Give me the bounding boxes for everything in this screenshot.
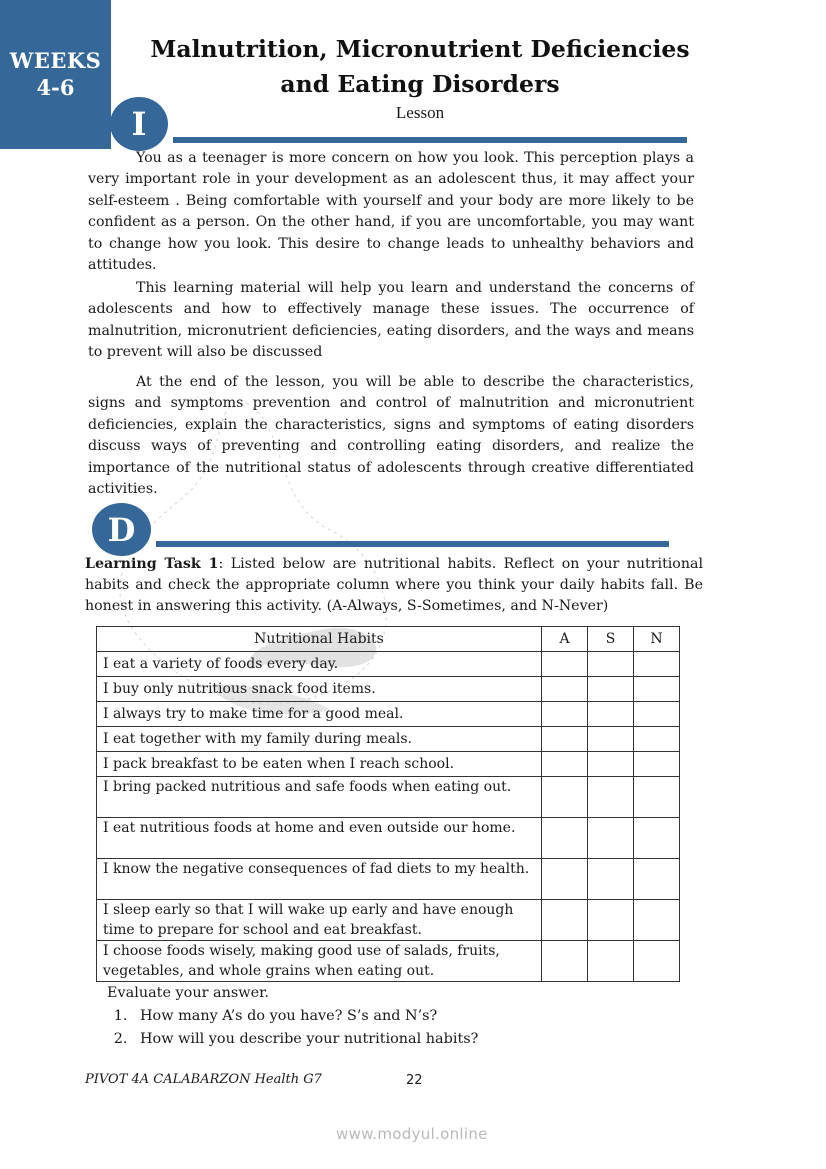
habit-text: I sleep early so that I will wake up early and have enough time to prepare for school and eat breakfast.: [97, 900, 542, 941]
page-title-line1: Malnutrition, Micronutrient Deficiencies: [150, 35, 690, 63]
intro-paragraph-1: You as a teenager is more concern on how you look. This perception plays a very important role in your development as an adolescent thus, it may affect your self-esteem . Being comfortable with yourself and your body are more likely to be confident as a person. On the other hand, if you are uncomfortable, you may want to change how you look. This desire to change leads to unhealthy behaviors and attitudes.: [88, 150, 694, 274]
page-number: 22: [406, 1073, 423, 1088]
habit-text: I pack breakfast to be eaten when I reach school.: [97, 752, 542, 777]
never-cell[interactable]: [634, 859, 680, 900]
always-cell[interactable]: [542, 702, 588, 727]
sometimes-cell[interactable]: [588, 818, 634, 859]
always-cell[interactable]: [542, 900, 588, 941]
section-d-divider: [156, 541, 669, 547]
sometimes-cell[interactable]: [588, 677, 634, 702]
table-row: [97, 818, 680, 859]
sometimes-cell[interactable]: [588, 941, 634, 982]
page-title-line2: and Eating Disorders: [280, 70, 560, 98]
watermark-text: www.modyul.online: [336, 1125, 488, 1143]
never-cell[interactable]: [634, 677, 680, 702]
habit-text: I eat a variety of foods every day.: [97, 652, 542, 677]
evaluation-heading: Evaluate your answer.: [107, 985, 269, 1001]
habit-text: I know the negative consequences of fad diets to my health.: [97, 859, 542, 900]
never-cell[interactable]: [634, 777, 680, 818]
intro-paragraph-2: This learning material will help you learn and understand the concerns of adolescents and how to effectively manage these issues. The occurrence of malnutrition, micronutrient deficiencies, eating disorders, and the ways and means to prevent will also be discussed: [88, 280, 694, 361]
evaluation-section: [107, 982, 478, 1051]
sometimes-cell[interactable]: [588, 727, 634, 752]
always-cell[interactable]: [542, 777, 588, 818]
sometimes-cell[interactable]: [588, 652, 634, 677]
never-cell[interactable]: [634, 727, 680, 752]
footer-source: PIVOT 4A CALABARZON Health G7: [85, 1072, 322, 1087]
section-i-letter: I: [131, 105, 147, 143]
learning-task-instructions: [85, 554, 703, 617]
table-row: [97, 677, 680, 702]
sometimes-cell[interactable]: [588, 859, 634, 900]
evaluation-question: 2. How will you describe your nutritional habits?: [132, 1028, 478, 1051]
lesson-subtitle: Lesson: [395, 103, 445, 122]
never-cell[interactable]: [634, 941, 680, 982]
always-cell[interactable]: [542, 677, 588, 702]
section-i-divider: [173, 137, 687, 143]
evaluation-questions: [107, 1005, 478, 1051]
sometimes-cell[interactable]: [588, 900, 634, 941]
header-never: N: [634, 627, 680, 652]
weeks-label: WEEKS: [9, 48, 102, 73]
never-cell[interactable]: [634, 818, 680, 859]
table-row: [97, 752, 680, 777]
always-cell[interactable]: [542, 941, 588, 982]
nutritional-habits-table: [96, 626, 680, 982]
habit-text: I bring packed nutritious and safe foods when eating out.: [97, 777, 542, 818]
section-d-letter: D: [107, 510, 136, 549]
table-row: [97, 941, 680, 982]
table-row: [97, 859, 680, 900]
always-cell[interactable]: [542, 727, 588, 752]
habit-text: I eat together with my family during meals.: [97, 727, 542, 752]
header-sometimes: S: [588, 627, 634, 652]
table-row: [97, 652, 680, 677]
sometimes-cell[interactable]: [588, 752, 634, 777]
never-cell[interactable]: [634, 900, 680, 941]
habit-text: I choose foods wisely, making good use of salads, fruits, vegetables, and whole grains when eating out.: [97, 941, 542, 982]
section-i-icon: [110, 97, 168, 151]
table-row: [97, 702, 680, 727]
habit-text: I buy only nutritious snack food items.: [97, 677, 542, 702]
intro-paragraph-3: At the end of the lesson, you will be able to describe the characteristics, signs and symptoms prevention and control of malnutrition and micronutrient deficiencies, explain the characteristics, signs and symptoms of eating disorders discuss ways of preventing and controlling eating disorders, and realize the importance of the nutritional status of adolescents through creative differentiated activities.: [88, 374, 694, 498]
always-cell[interactable]: [542, 652, 588, 677]
learning-task-label: Learning Task 1: [85, 556, 219, 572]
section-d-icon: [92, 503, 151, 556]
table-row: [97, 777, 680, 818]
sometimes-cell[interactable]: [588, 702, 634, 727]
always-cell[interactable]: [542, 859, 588, 900]
sometimes-cell[interactable]: [588, 777, 634, 818]
always-cell[interactable]: [542, 818, 588, 859]
weeks-badge: [0, 0, 111, 149]
never-cell[interactable]: [634, 752, 680, 777]
never-cell[interactable]: [634, 702, 680, 727]
habit-text: I always try to make time for a good meal.: [97, 702, 542, 727]
table-row: [97, 727, 680, 752]
never-cell[interactable]: [634, 652, 680, 677]
learning-task-text: : Listed below are nutritional habits. Reflect on your nutritional habits and check the appropriate column where you think your daily habits fall. Be honest in answering this activity. (A-Always, S-Sometimes, and N-Never): [85, 556, 703, 614]
weeks-range: 4-6: [36, 75, 75, 100]
evaluation-question: 1. How many A’s do you have? S’s and N’s?: [132, 1005, 478, 1028]
always-cell[interactable]: [542, 752, 588, 777]
table-header-row: [97, 627, 680, 652]
header-habits: Nutritional Habits: [97, 627, 542, 652]
table-row: [97, 900, 680, 941]
habit-text: I eat nutritious foods at home and even outside our home.: [97, 818, 542, 859]
header-always: A: [542, 627, 588, 652]
